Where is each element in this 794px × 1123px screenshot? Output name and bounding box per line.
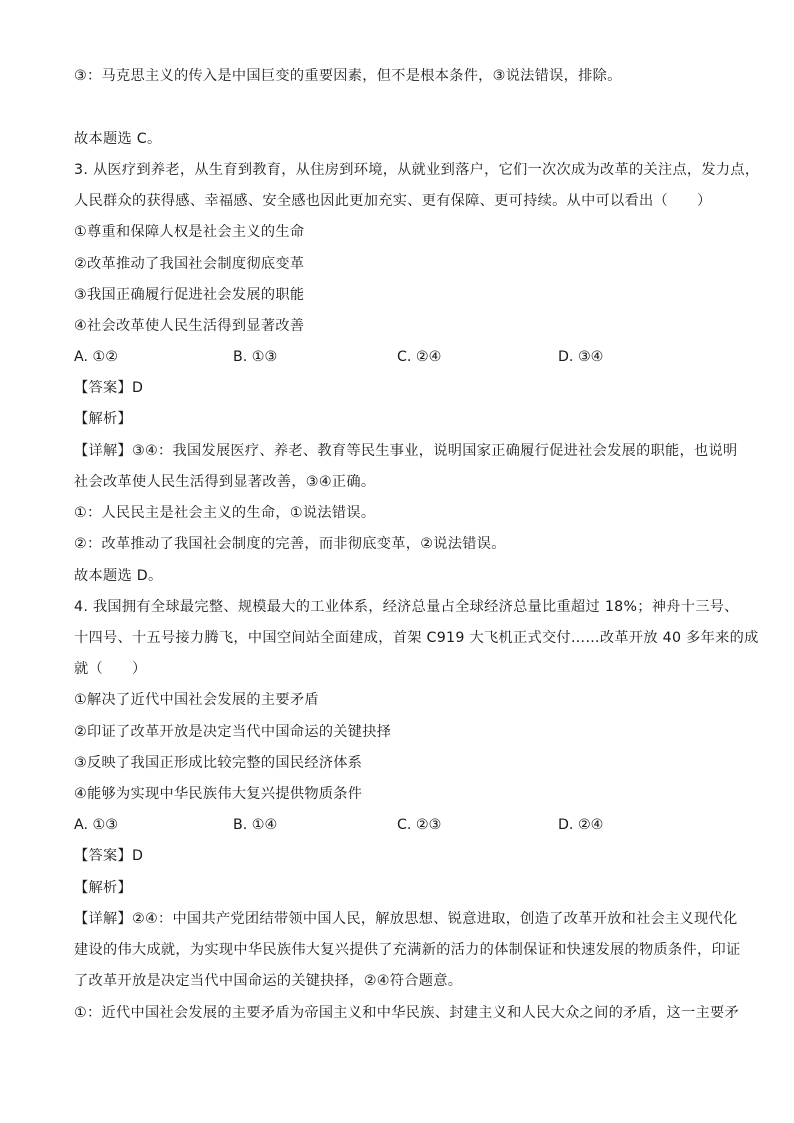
statement-item: ④社会改革使人民生活得到显著改善	[74, 318, 305, 334]
option-b: B. ①③	[233, 349, 278, 365]
text-line: 故本题选 D。	[74, 568, 163, 584]
statement-item: ④能够为实现中华民族伟大复兴提供物质条件	[74, 786, 363, 802]
statement-item: ①解决了近代中国社会发展的主要矛盾	[74, 692, 319, 708]
text-line: ③：马克思主义的传入是中国巨变的重要因素，但不是根本条件，③说法错误，排除。	[74, 68, 622, 84]
question-4-stem: 十四号、十五号接力腾飞，中国空间站全面建成，首架 C919 大飞机正式交付……改革开放 40 多年来的成	[74, 630, 759, 646]
option-a: A. ①②	[74, 349, 118, 365]
option-c: C. ②③	[397, 817, 442, 833]
statement-item: ②印证了改革开放是决定当代中国命运的关键抉择	[74, 724, 392, 740]
statement-item: ③反映了我国正形成比较完整的国民经济体系	[74, 755, 363, 771]
option-d: D. ③④	[558, 349, 604, 365]
explanation-line: ②：改革推动了我国社会制度的完善，而非彻底变革，②说法错误。	[74, 536, 506, 552]
question-4-stem: 就（ ）	[74, 661, 147, 677]
option-c: C. ②④	[397, 349, 442, 365]
analysis-label: 【解析】	[74, 880, 132, 896]
explanation-line: ①：人民民主是社会主义的生命，①说法错误。	[74, 505, 376, 521]
explanation-line: 社会改革使人民生活得到显著改善，③④正确。	[74, 474, 376, 490]
text-line: 故本题选 C。	[74, 131, 162, 147]
analysis-label: 【解析】	[74, 411, 132, 427]
answer-label: 【答案】D	[74, 380, 144, 396]
option-a: A. ①③	[74, 817, 118, 833]
question-4-stem: 4. 我国拥有全球最完整、规模最大的工业体系，经济总量占全球经济总量比重超过 18%；神舟十三号、	[74, 599, 739, 615]
explanation-line: 了改革开放是决定当代中国命运的关键抉择，②④符合题意。	[74, 973, 463, 989]
explanation-line: 建设的伟大成就，为实现中华民族伟大复兴提供了充满新的活力的体制保证和快速发展的物质条件，印证	[74, 942, 741, 958]
explanation-line: 【详解】③④：我国发展医疗、养老、教育等民生事业，说明国家正确履行促进社会发展的职能，也说明	[74, 443, 738, 459]
explanation-line: 【详解】②④：中国共产党团结带领中国人民，解放思想、锐意进取，创造了改革开放和社会主义现代化	[74, 911, 738, 927]
question-3-stem: 3. 从医疗到养老，从生育到教育，从住房到环境，从就业到落户，它们一次次成为改革的关注点，发力点，	[74, 162, 760, 178]
statement-item: ③我国正确履行促进社会发展的职能	[74, 287, 305, 303]
question-3-stem: 人民群众的获得感、幸福感、安全感也因此更加充实、更有保障、更可持续。从中可以看出（ ）	[74, 193, 712, 209]
explanation-line: ①：近代中国社会发展的主要矛盾为帝国主义和中华民族、封建主义和人民大众之间的矛盾，这一主要矛	[74, 1005, 739, 1021]
statement-item: ②改革推动了我国社会制度彻底变革	[74, 256, 305, 272]
option-d: D. ②④	[558, 817, 604, 833]
statement-item: ①尊重和保障人权是社会主义的生命	[74, 224, 305, 240]
answer-label: 【答案】D	[74, 848, 144, 864]
option-b: B. ①④	[233, 817, 278, 833]
